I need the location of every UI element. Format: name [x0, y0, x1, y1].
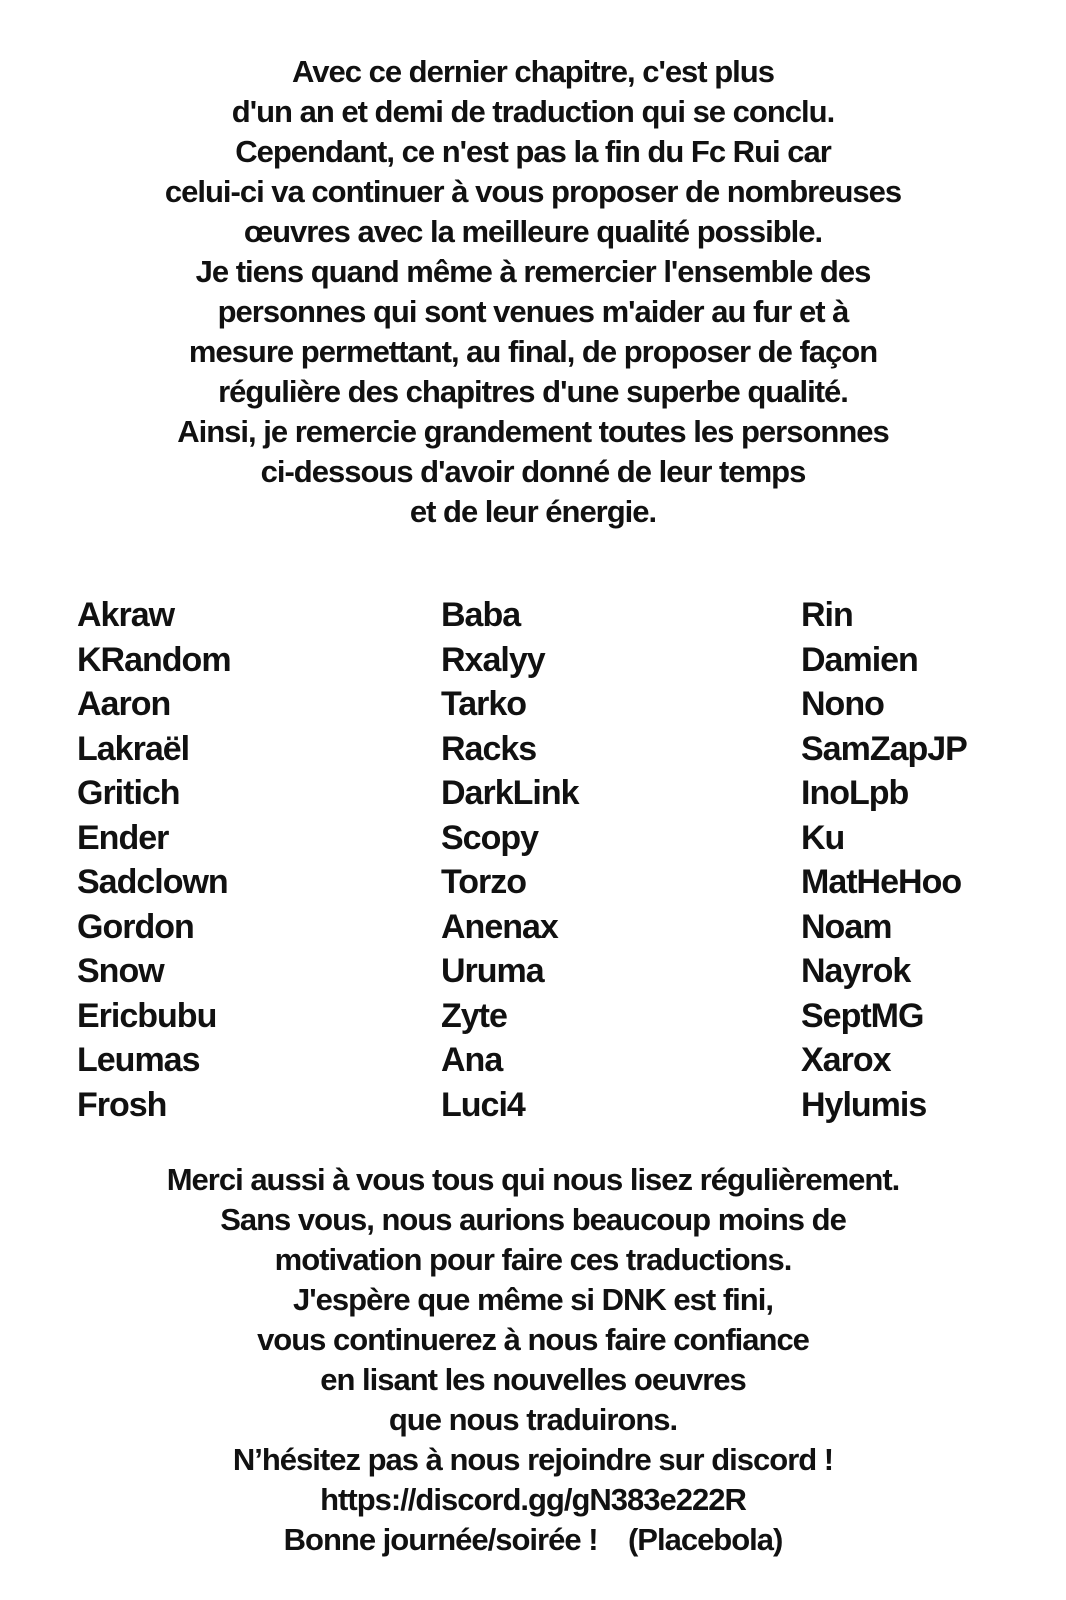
- contributor-name: KRandom: [77, 640, 231, 679]
- contributor-name: Gritich: [77, 774, 180, 812]
- outro-line: que nous traduirons.: [388, 1402, 678, 1437]
- outro-message: [40, 1160, 1026, 1560]
- intro-line: personnes qui sont venues m'aider au fur et à: [217, 294, 849, 329]
- contributor-name: Damien: [801, 640, 918, 679]
- contributor-name: Luci4: [441, 1085, 525, 1124]
- discord-link-text: https://discord.gg/gN383e222R: [320, 1482, 746, 1517]
- contributor-name: Frosh: [77, 1085, 167, 1124]
- contributor-name: Baba: [441, 596, 521, 634]
- contributor-name: Torzo: [441, 863, 527, 901]
- contributor-name: Hylumis: [801, 1085, 927, 1124]
- outro-line: vous continuerez à nous faire confiance: [257, 1322, 809, 1357]
- contributor-name: Scopy: [441, 818, 539, 857]
- contributor-name: Ku: [801, 818, 845, 857]
- intro-line: mesure permettant, au final, de proposer de façon: [188, 334, 878, 369]
- contributor-name: Rin: [801, 596, 853, 634]
- contributor-name: Xarox: [801, 1041, 891, 1079]
- intro-line: Avec ce dernier chapitre, c'est plus: [292, 54, 774, 89]
- contributors-column-3: [801, 593, 967, 1127]
- contributor-name: Tarko: [441, 685, 527, 723]
- contributor-name: Anenax: [441, 907, 558, 946]
- contributor-name: Ender: [77, 818, 169, 857]
- contributor-name: Gordon: [77, 907, 194, 946]
- intro-line: celui-ci va continuer à vous proposer de nombreuses: [164, 174, 902, 209]
- contributor-name: Leumas: [77, 1041, 200, 1079]
- contributor-name: Nono: [801, 685, 884, 723]
- contributor-name: Noam: [801, 907, 892, 946]
- outro-line: N’hésitez pas à nous rejoindre sur discord !: [232, 1442, 834, 1477]
- contributors-column-2: [441, 593, 579, 1127]
- contributor-name: SamZapJP: [801, 729, 967, 768]
- contributor-name: Ana: [441, 1041, 503, 1079]
- contributors-column-1: [77, 593, 231, 1127]
- contributor-name: DarkLink: [441, 774, 579, 812]
- intro-line: ci-dessous d'avoir donné de leur temps: [260, 454, 806, 489]
- intro-line: et de leur énergie.: [409, 494, 657, 529]
- contributor-name: Snow: [77, 952, 164, 990]
- contributor-name: Nayrok: [801, 952, 911, 990]
- outro-line: J'espère que même si DNK est fini,: [293, 1282, 773, 1317]
- contributor-name: Akraw: [77, 596, 175, 634]
- contributor-name: Racks: [441, 729, 537, 768]
- contributor-name: Lakraël: [77, 729, 190, 768]
- intro-line: Ainsi, je remercie grandement toutes les personnes: [177, 414, 889, 449]
- intro-line: œuvres avec la meilleure qualité possible.: [243, 214, 823, 249]
- intro-line: Je tiens quand même à remercier l'ensemble des: [195, 254, 871, 289]
- contributor-name: Ericbubu: [77, 996, 217, 1035]
- contributor-name: Uruma: [441, 952, 544, 990]
- contributor-name: Zyte: [441, 996, 507, 1035]
- intro-line: d'un an et demi de traduction qui se conclu.: [231, 94, 835, 129]
- intro-line: Cependant, ce n'est pas la fin du Fc Rui car: [235, 134, 831, 169]
- outro-line: en lisant les nouvelles oeuvres: [320, 1362, 746, 1397]
- contributor-name: Rxalyy: [441, 640, 545, 679]
- intro-message: [40, 52, 1026, 532]
- outro-line: Sans vous, nous aurions beaucoup moins de: [220, 1202, 846, 1237]
- intro-line: régulière des chapitres d'une superbe qualité.: [218, 374, 848, 409]
- outro-line: Merci aussi à vous tous qui nous lisez régulièrement.: [166, 1162, 900, 1197]
- contributors-list: [0, 593, 1066, 1133]
- contributor-name: Sadclown: [77, 863, 228, 901]
- contributor-name: SeptMG: [801, 996, 924, 1035]
- contributor-name: InoLpb: [801, 774, 909, 812]
- outro-line: motivation pour faire ces traductions.: [274, 1242, 792, 1277]
- sign-off-line: Bonne journée/soirée ! (Placebola): [283, 1522, 783, 1557]
- contributor-name: MatHeHoo: [801, 863, 962, 901]
- contributor-name: Aaron: [77, 685, 171, 723]
